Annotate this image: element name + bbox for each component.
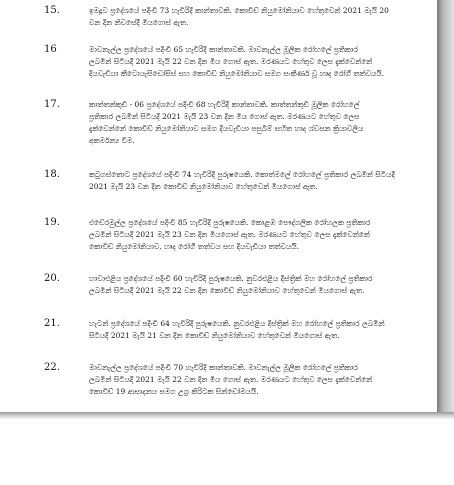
item-text [89,5,423,29]
page-shadow-bottom [0,412,454,419]
item-number: 16 [44,44,57,55]
text-line: දැක්වෙන්නේ කොවිඩ් නියුමෝනියාව සමග දියවැඩියා පසුබිම් සහිත හෘද ශ්වසන ක්‍රියාවලිය [89,124,364,133]
item-text [89,362,423,398]
text-line: කොවිඩ් 19 ආසාදනය සමග උග්‍ර කිරිටක සින්ඩෝමයයි. [89,387,259,396]
text-line: දියවැඩියා කීටොයැසිඩෝසිස් සහ කොවිඩ් නියුමෝනියාව සමග සංකීර්ණ වූ හෘද රෝගී තත්වයයි. [89,69,384,78]
text-line: එඩේරමුල්ල ප්‍රදේශයේ පදිංචි 85 හැවිරිදි පුරුෂයෙකි. කොළඹ පෞද්ගලික රෝහලක ප්‍රතිකාර [89,218,371,227]
item-number: 19. [44,217,60,228]
text-line: මාවනැල්ල ප්‍රදේශයේ පදිංචි 65 හැවිරිදි කාන්තාවකි. මාවනැල්ල මූලික රෝහලේ ප්‍රතිකාර [89,45,358,54]
item-text [89,44,423,80]
page-shadow-right [437,0,454,412]
item-number: 20. [44,273,60,284]
text-line: හැටන් ප්‍රදේශයේ පදිංචි 64 හැවිරිදි පුරුෂයෙකි. නුවරඑළිය දිස්ත්‍රික් මහ රෝහලේ ප්‍රතිකාර ලබමින් [89,319,385,328]
item-number: 17. [44,99,60,110]
item-number: 22. [44,362,60,373]
text-line: ඉමදූව ප්‍රදේශයේ පදිංචි 73 හැවිරිදි කාන්තාවකි. කොවිඩ් නියුමෝනියාව හේතුවෙන් 2021 මැයි 20 [89,6,389,15]
text-line: ලබමින් සිටියදී 2021 මැයි 22 වන දින මිය ගොස් ඇත. මරණයට හේතුව ලෙස දැක්වෙන්නේ [89,375,373,384]
item-number: 18. [44,169,60,180]
text-line: කොවිඩ් නියුමෝනියාව, හෘද රෝගී තත්වය සහ දියවැඩියා තත්වයයි. [89,242,300,251]
item-number: 21. [44,318,60,329]
text-line: අකර්මන්‍ය වීම. [89,136,135,145]
text-line: හාවාඑළිය ප්‍රදේශයේ පදිංචි 60 හැවිරිදි පුරුෂයෙකි. නුවරඑළිය දිස්ත්‍රික් මහ රෝහලේ ප්‍රතිකාර [89,274,373,283]
text-line: ප්‍රතිකාර ලබමින් සිටියදී 2021 මැයි 23 වන දින මිය ගොස් ඇත. මරණයට හේතුව ලෙස [89,112,360,121]
item-text [89,273,423,297]
text-line: සිටියදී 2021 මැයි 21 වන දින කොවිඩ් නියුමෝනියාව හේතුවෙන් මියගොස් ඇත. [89,331,340,340]
text-line: ලබමින් සිටියදී 2021 මැයි 22 වන දින මිය ගොස් ඇත. මරණයට හේතුව ලෙස දැක්වෙන්නේ [89,57,373,66]
item-text [89,217,423,253]
text-line: වන දින නිවසේදී මියගොස් ඇත. [89,18,189,27]
text-line: 2021 මැයි 23 වන දින කොවිඩ් නියුමෝනියාව හේතුවෙන් මියගොස් ඇත. [89,182,318,191]
text-line: කටුගස්තොට ප්‍රදේශයේ පදිංචි 74 හැවිරිදි පුරුෂයෙකි. කොත්මලේ රෝහලේ ප්‍රතිකාර ලබමින් සිටියදී [89,170,395,179]
item-text [89,99,423,147]
item-text [89,318,423,342]
text-line: මාවනැල්ල ප්‍රදේශයේ පදිංචි 70 හැවිරිදි කාන්තාවකි. මාවනැල්ල මූලික රෝහලේ ප්‍රතිකාර [89,363,358,372]
item-text [89,169,423,193]
text-line: ලබමින් සිටියදී 2021 මැයි 22 වන දින කොවිඩ් නියුමෝනියාව හේතුවෙන් මියගොස් ඇත. [89,286,365,295]
text-line: කාත්තන්කුඩි - 06 ප්‍රදේශයේ පදිංචි 68 හැවිරිදි කාන්තාවකි. කාත්තන්කුඩි මූලික රෝහලේ [89,100,360,109]
item-number: 15. [44,5,60,16]
text-line: ලබමින් සිටියදී 2021 මැයි 23 වන දින මියගොස් ඇත. මරණයට හේතුව ලෙස දැක්වෙන්නේ [89,230,370,239]
